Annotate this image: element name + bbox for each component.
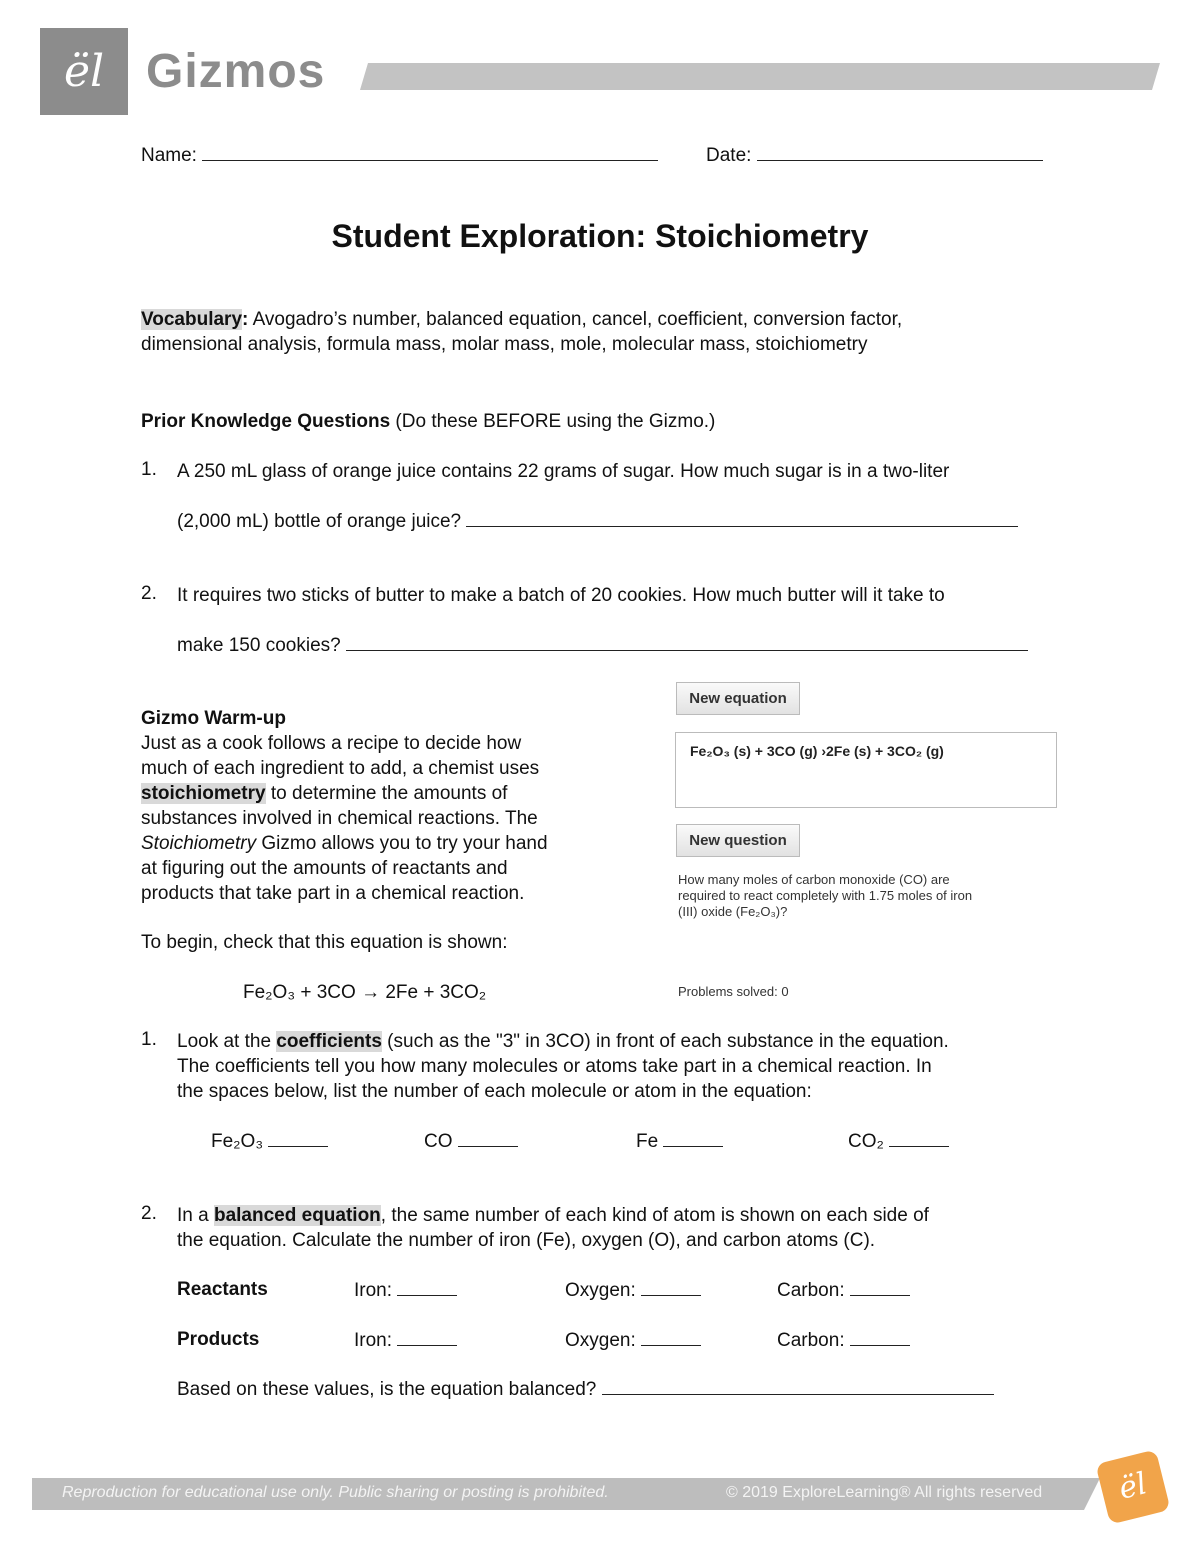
balanced-answer-blank[interactable] [602,1376,994,1395]
prior-q2-text-1: It requires two sticks of butter to make a batch of 20 cookies. How much butter will it take to [177,585,945,606]
prior-q2-answer-blank[interactable] [346,632,1028,651]
balanced-equation-term: balanced equation [213,1205,381,1226]
equation-display [675,732,1057,808]
products-oxygen: Oxygen: [565,1327,701,1353]
name-blank[interactable] [202,142,658,161]
reactants-carbon: Carbon: [777,1277,910,1303]
products-iron: Iron: [354,1327,457,1353]
prior-q1-text-1: A 250 mL glass of orange juice contains 22 grams of sugar. How much sugar is in a two-liter [177,461,950,482]
equation-display-text: Fe₂O₃ (s) + 3CO (g) ›2Fe (s) + 3CO₂ (g) [690,743,944,759]
coefficients-term: coefficients [276,1031,382,1052]
date-field [706,142,1043,168]
gizmo-question: How many moles of carbon monoxide (CO) are required to react completely with 1.75 moles of iron (III) oxide (Fe₂O₃)? [678,872,973,919]
products-carbon: Carbon: [777,1327,910,1353]
warmup-begin-text: To begin, check that this equation is shown: [141,932,508,953]
warmup-section: Gizmo Warm-up Just as a cook follows a recipe to decide how much of each ingredient to add, a chemist uses stoichiometry to determine the amounts of substances involved in chemical reactions. The Stoichiometry Gizmo allows you to try your hand at figuring out the amounts of reactants and products that take part in a chemical reaction. [141,706,641,906]
date-blank[interactable] [757,142,1043,161]
count-item-fe2o3: Fe₂O₃ [211,1128,328,1154]
vocabulary: Vocabulary: Avogadro’s number, balanced equation, cancel, coefficient, conversion factor, dimensional analysis, formula mass, molar mass, mole, molecular mass, stoichiometry [141,307,1101,357]
reactants-iron-blank[interactable] [397,1277,457,1296]
new-equation-button[interactable]: New equation [676,682,800,715]
count-blank-co2[interactable] [889,1128,949,1147]
explorelearning-logo-icon: ël [63,46,105,97]
count-item-co2: CO₂ [848,1128,949,1154]
reactants-iron: Iron: [354,1277,457,1303]
footer-reproduction-notice: Reproduction for educational use only. Public sharing or posting is prohibited. [62,1484,609,1501]
header-bar [360,63,1160,90]
count-item-fe: Fe [636,1128,723,1154]
products-iron-blank[interactable] [397,1327,457,1346]
stoichiometry-term: stoichiometry [141,783,266,804]
prior-q1-line2: (2,000 mL) bottle of orange juice? [177,508,1018,534]
warmup-q1-text: Look at the coefficients (such as the "3" in 3CO) in front of each substance in the equation. The coefficients tell you how many molecules or atoms take part in a chemical reaction. In the spaces below, list the number of each molecule or atom in the equation: [177,1031,949,1102]
count-blank-co[interactable] [458,1128,518,1147]
reactants-oxygen: Oxygen: [565,1277,701,1303]
vocabulary-terms-line1: Avogadro’s number, balanced equation, cancel, coefficient, conversion factor, [248,309,903,330]
balanced-question: Based on these values, is the equation balanced? [177,1376,994,1402]
warmup-equation: Fe₂O₃ + 3CO → 2Fe + 3CO₂ [243,982,487,1003]
warmup-q2-number: 2. [141,1203,157,1224]
page-title: Student Exploration: Stoichiometry [331,218,869,254]
reactants-label: Reactants [177,1279,268,1300]
name-field [141,142,658,168]
vocabulary-label: Vocabulary [141,309,243,330]
count-blank-fe[interactable] [663,1128,723,1147]
explorelearning-badge-icon: ël [1095,1449,1170,1524]
name-label: Name: [141,145,197,166]
warmup-q1-number: 1. [141,1029,157,1050]
footer-copyright: © 2019 ExploreLearning® All rights reserved [726,1484,1043,1501]
prior-q1-number: 1. [141,459,157,480]
products-carbon-blank[interactable] [850,1327,910,1346]
reactants-carbon-blank[interactable] [850,1277,910,1296]
prior-knowledge-heading: Prior Knowledge Questions (Do these BEFORE using the Gizmo.) [141,411,716,432]
count-item-co: CO [424,1128,518,1154]
prior-q1-answer-blank[interactable] [466,508,1018,527]
products-oxygen-blank[interactable] [641,1327,701,1346]
warmup-q2-text: In a balanced equation, the same number of each kind of atom is shown on each side of the equation. Calculate the number of iron (Fe), oxygen (O), and carbon atoms (C). [177,1205,929,1251]
products-label: Products [177,1329,260,1350]
problems-solved-counter: Problems solved: 0 [678,984,789,999]
count-blank-fe2o3[interactable] [268,1128,328,1147]
date-label: Date: [706,145,752,166]
vocabulary-terms-line2: dimensional analysis, formula mass, molar mass, mole, molecular mass, stoichiometry [141,334,868,355]
prior-q2-line2: make 150 cookies? [177,632,1028,658]
prior-q2-number: 2. [141,583,157,604]
warmup-heading: Gizmo Warm-up [141,708,286,729]
new-question-button[interactable]: New question [676,824,800,857]
brand-name: Gizmos [146,45,326,98]
reactants-oxygen-blank[interactable] [641,1277,701,1296]
